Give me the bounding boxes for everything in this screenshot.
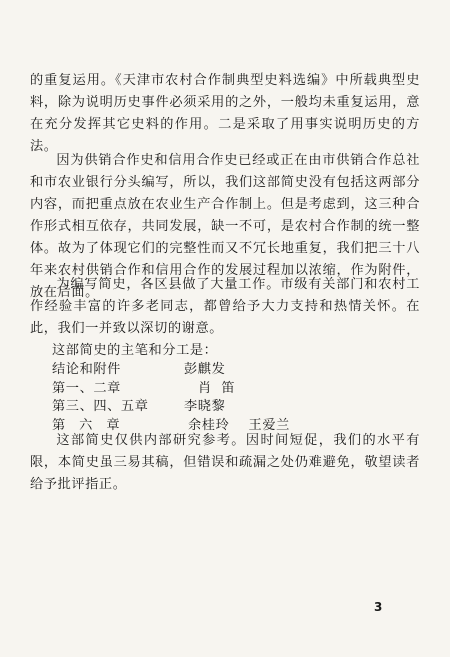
credit-author: 肖 笛 (198, 380, 236, 396)
credits-list (52, 358, 412, 432)
credits-intro: 这部简史的主笔和分工是： (52, 343, 218, 358)
credit-section: 结论和附件 (52, 362, 121, 377)
credit-section: 第三、四、五章 (52, 399, 149, 414)
credit-author: 彭麒发 (184, 362, 226, 377)
paragraph-thanks: 为编写简史，各区县做了大量工作。市级有关部门和农村工作经验丰富的许多老同志，都曾给予大力支持和热情关怀。在此，我们一并致以深切的谢意。 (30, 277, 420, 336)
paragraph-continued: 的重复运用。《天津市农村合作制典型史料选编》中所载典型史料，除为说明历史事件必须采用的之外，一般均未重复运用，意在充分发挥其它史料的作用。二是采取了用事实说明历史的方法。 (30, 73, 420, 154)
credit-section: 第六章 (52, 417, 134, 433)
credit-row (52, 395, 412, 414)
credit-section: 第一、二章 (52, 380, 121, 396)
credit-row (52, 377, 412, 396)
credit-author: 余桂玲 王爱兰 (188, 417, 290, 433)
page-number: 3 (374, 600, 383, 614)
credit-row (52, 358, 412, 377)
paragraph-scope: 因为供销合作史和信用合作史已经或正在由市供销合作总社和市农业银行分头编写，所以，我们这部简史没有包括这两部分内容，而把重点放在农业生产合作制上。但是考虑到，这三种合作形式相互依存，共同发展，缺一不可，是农村合作制的统一整体。故为了体现它们的完整性而又不冗长地重复，我们把三十八年来农村供销合作和信用合作的发展过程加以浓缩，作为附件，放在后面。 (30, 153, 420, 300)
paragraph-closing: 这部简史仅供内部研究参考。因时间短促，我们的水平有限，本简史虽三易其稿，但错误和疏漏之处仍难避免，敬望读者给予批评指正。 (30, 433, 420, 492)
credit-author: 李晓黎 (184, 399, 226, 414)
